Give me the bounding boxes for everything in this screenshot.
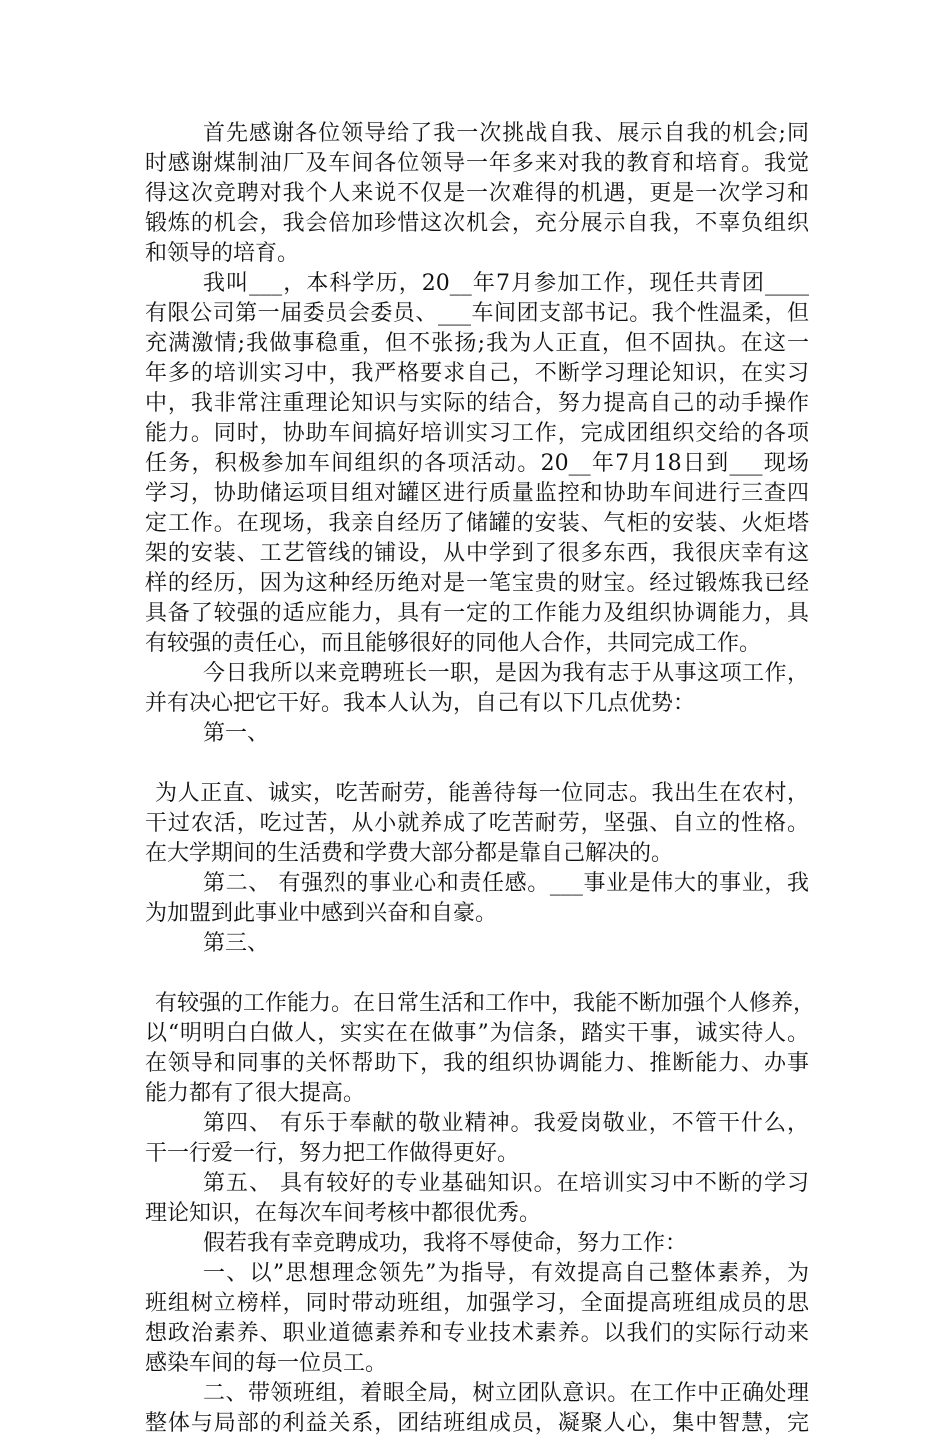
- text-line: 具备了较强的适应能力，具有一定的工作能力及组织协调能力，具: [145, 601, 809, 626]
- text-line: 年多的培训实习中，我严格要求自己，不断学习理论知识，在实习: [145, 361, 809, 386]
- text-line: 在领导和同事的关怀帮助下，我的组织协调能力、推断能力、办事: [145, 1051, 809, 1076]
- paragraph-intro: [145, 269, 809, 659]
- text-line: 在大学期间的生活费和学费大部分都是靠自己解决的。: [145, 841, 674, 866]
- paragraph-reason: [145, 659, 809, 719]
- text-line: 能力。同时，协助车间搞好培训实习工作，完成团组织交给的各项: [145, 421, 809, 446]
- text-line: 以“明明白白做人，实实在在做事”为信条，踏实干事，诚实待人。: [145, 1021, 809, 1046]
- text-line: 中，我非常注重理论知识与实际的结合，努力提高自己的动手操作: [145, 391, 809, 416]
- text-line: 想政治素养、职业道德素养和专业技术素养。以我们的实际行动来: [145, 1321, 809, 1346]
- text-line: 整体与局部的利益关系，团结班组成员，凝聚人心，集中智慧，完: [145, 1411, 809, 1436]
- document-body: [145, 119, 816, 1439]
- text-line: 二、带领班组，着眼全局，树立团队意识。在工作中正确处理: [203, 1381, 809, 1406]
- text-line: 任务，积极参加车间组织的各项活动。20__年7月18日到___现场: [145, 451, 809, 476]
- text-line: 第二、 有强烈的事业心和责任感。___事业是伟大的事业，我: [203, 871, 809, 896]
- text-line: 今日我所以来竞聘班长一职，是因为我有志于从事这项工作，: [203, 661, 809, 686]
- text-line: 第五、 具有较好的专业基础知识。在培训实习中不断的学习: [203, 1171, 809, 1196]
- paragraph-third-heading: [145, 929, 809, 959]
- text-line: 感染车间的每一位员工。: [145, 1351, 388, 1376]
- section-heading: 第三、: [203, 931, 270, 956]
- text-line: 一、以”思想理念领先”为指导，有效提高自己整体素养，为: [203, 1261, 809, 1286]
- paragraph-first-body: [145, 779, 809, 869]
- paragraph-first-heading: [145, 719, 809, 749]
- blank-line: [145, 959, 809, 989]
- text-line: 理论知识，在每次车间考核中都很优秀。: [145, 1201, 542, 1226]
- text-line: 时感谢煤制油厂及车间各位领导一年多来对我的教育和培育。我觉: [145, 151, 809, 176]
- paragraph-plan-two: [145, 1379, 809, 1439]
- paragraph-thanks: [145, 119, 809, 269]
- text-line: 干一行爱一行，努力把工作做得更好。: [145, 1141, 520, 1166]
- text-line: 充满激情;我做事稳重，但不张扬;我为人正直，但不固执。在这一: [145, 331, 809, 356]
- paragraph-second: [145, 869, 809, 929]
- text-line: 样的经历，因为这种经历绝对是一笔宝贵的财宝。经过锻炼我已经: [145, 571, 809, 596]
- text-line: 为加盟到此事业中感到兴奋和自豪。: [145, 901, 498, 926]
- text-line: 干过农活，吃过苦，从小就养成了吃苦耐劳，坚强、自立的性格。: [145, 811, 809, 836]
- text-line: 定工作。在现场，我亲自经历了储罐的安装、气柜的安装、火炬塔: [145, 511, 809, 536]
- text-line: 假若我有幸竞聘成功，我将不辱使命，努力工作：: [203, 1231, 688, 1256]
- text-line: 并有决心把它干好。我本人认为，自己有以下几点优势：: [145, 691, 696, 716]
- paragraph-third-body: [145, 989, 816, 1109]
- text-line: 和领导的培育。: [145, 241, 300, 266]
- blank-line: [145, 749, 809, 779]
- text-line: 班组树立榜样，同时带动班组，加强学习，全面提高班组成员的思: [145, 1291, 809, 1316]
- text-line: 得这次竞聘对我个人来说不仅是一次难得的机遇，更是一次学习和: [145, 181, 809, 206]
- text-line: 学习，协助储运项目组对罐区进行质量监控和协助车间进行三查四: [145, 481, 809, 506]
- text-line: 为人正直、诚实，吃苦耐劳，能善待每一位同志。我出生在农村，: [155, 781, 809, 806]
- text-line: 有较强的责任心，而且能够很好的同他人合作，共同完成工作。: [145, 631, 762, 656]
- text-line: 我叫___，本科学历，20__年7月参加工作，现任共青团____: [203, 271, 809, 296]
- text-line: 有较强的工作能力。在日常生活和工作中，我能不断加强个人修养，: [155, 991, 816, 1016]
- paragraph-pledge: [145, 1229, 809, 1259]
- text-line: 架的安装、工艺管线的铺设，从中学到了很多东西，我很庆幸有这: [145, 541, 809, 566]
- paragraph-fourth: [145, 1109, 809, 1169]
- text-line: 能力都有了很大提高。: [145, 1081, 366, 1106]
- paragraph-plan-one: [145, 1259, 809, 1379]
- text-line: 首先感谢各位领导给了我一次挑战自我、展示自我的机会;同: [203, 121, 809, 146]
- text-line: 有限公司第一届委员会委员、___车间团支部书记。我个性温柔，但: [145, 301, 809, 326]
- section-heading: 第一、: [203, 721, 270, 746]
- text-line: 第四、 有乐于奉献的敬业精神。我爱岗敬业，不管干什么，: [203, 1111, 809, 1136]
- text-line: 锻炼的机会，我会倍加珍惜这次机会，充分展示自我，不辜负组织: [145, 211, 809, 236]
- paragraph-fifth: [145, 1169, 809, 1229]
